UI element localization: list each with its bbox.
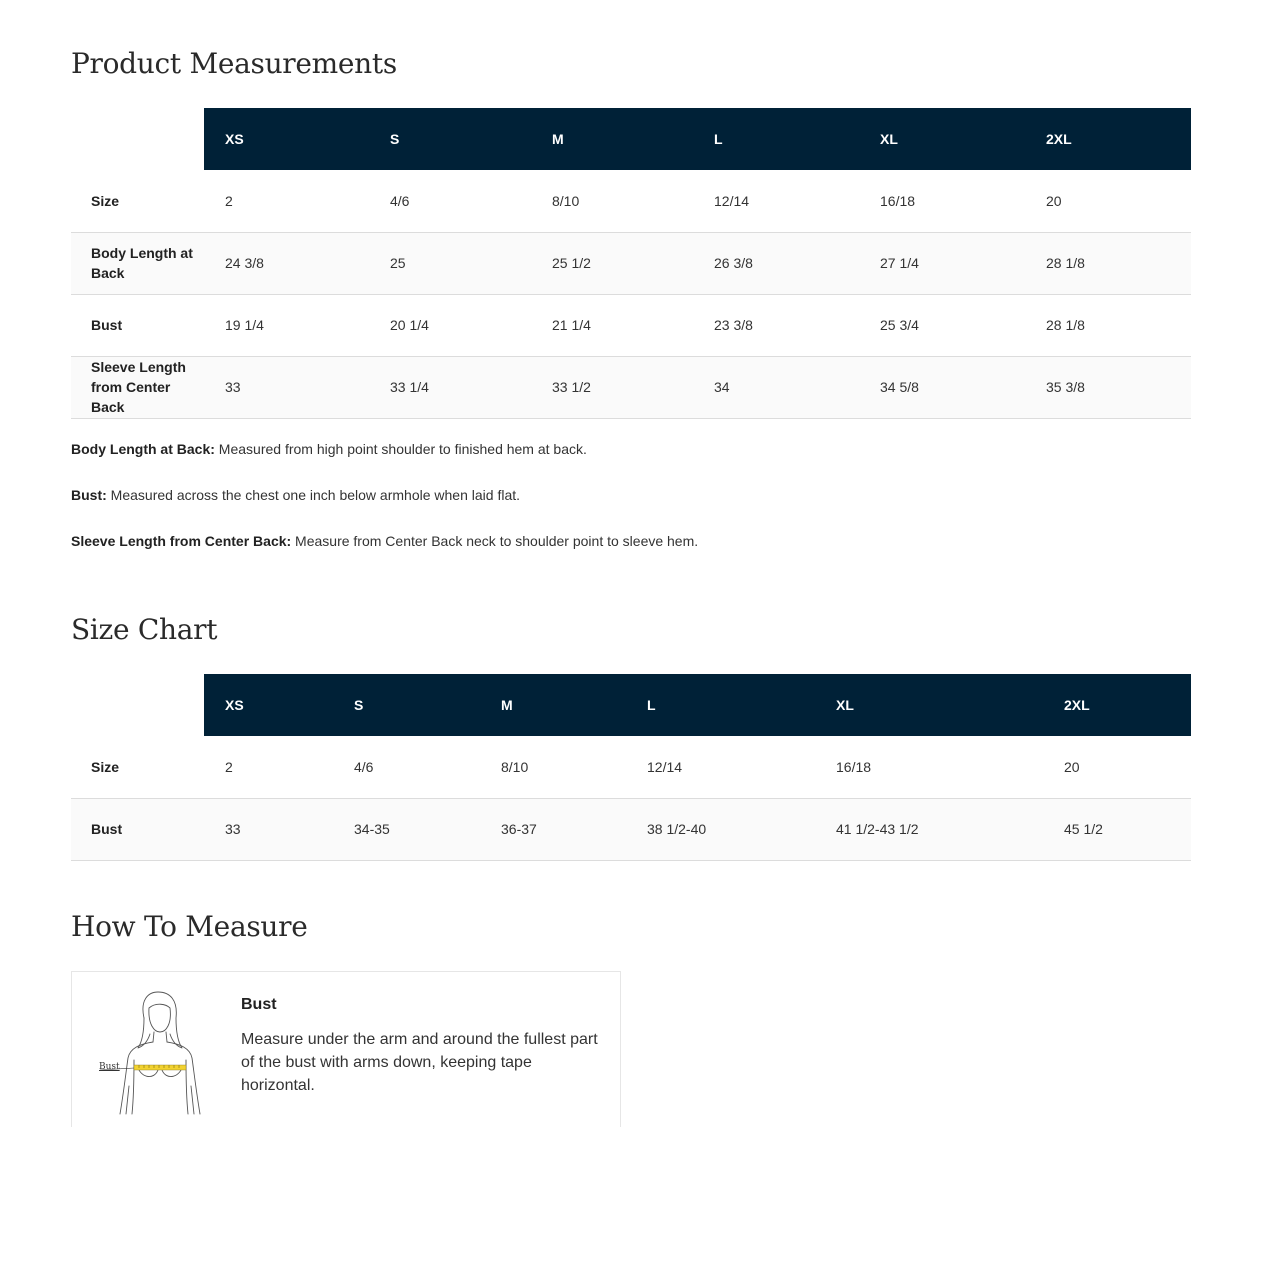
how-to-measure-heading: How To Measure xyxy=(71,910,308,943)
size-chart-heading: Size Chart xyxy=(71,613,218,646)
table-row xyxy=(71,170,1191,232)
column-header: XL xyxy=(859,108,1025,170)
table-cell: 34-35 xyxy=(333,798,480,860)
table-cell: 20 1/4 xyxy=(369,294,531,356)
table-cell: 4/6 xyxy=(369,170,531,232)
table-cell: 33 1/2 xyxy=(531,356,693,418)
row-label: Size xyxy=(71,736,204,798)
table-cell: 16/18 xyxy=(815,736,1043,798)
table-header-row xyxy=(71,108,1191,170)
figure-label: Bust xyxy=(99,1062,120,1072)
measurement-note xyxy=(71,441,587,457)
column-header: M xyxy=(531,108,693,170)
row-label: Sleeve Length from Center Back xyxy=(71,356,204,418)
table-cell: 20 xyxy=(1043,736,1191,798)
size-chart-table xyxy=(71,674,1191,861)
table-cell: 45 1/2 xyxy=(1043,798,1191,860)
table-row xyxy=(71,232,1191,294)
table-cell: 25 3/4 xyxy=(859,294,1025,356)
bust-figure-icon xyxy=(96,990,216,1116)
table-cell: 34 5/8 xyxy=(859,356,1025,418)
table-cell: 34 xyxy=(693,356,859,418)
table-cell: 33 xyxy=(204,798,333,860)
product-measurements-heading: Product Measurements xyxy=(71,47,397,80)
table-cell: 8/10 xyxy=(531,170,693,232)
table-cell: 25 xyxy=(369,232,531,294)
header-blank-cell xyxy=(71,674,204,736)
measurement-note xyxy=(71,533,698,549)
note-term: Bust: xyxy=(71,487,107,503)
note-text: Measured across the chest one inch below armhole when laid flat. xyxy=(106,487,521,503)
table-cell: 19 1/4 xyxy=(204,294,369,356)
table-cell: 4/6 xyxy=(333,736,480,798)
table-cell: 25 1/2 xyxy=(531,232,693,294)
table-cell: 38 1/2-40 xyxy=(626,798,815,860)
row-label: Bust xyxy=(71,294,204,356)
table-cell: 36-37 xyxy=(480,798,626,860)
column-header: 2XL xyxy=(1025,108,1191,170)
table-cell: 28 1/8 xyxy=(1025,232,1191,294)
table-cell: 28 1/8 xyxy=(1025,294,1191,356)
row-label: Bust xyxy=(71,798,204,860)
table-cell: 23 3/8 xyxy=(693,294,859,356)
table-cell: 21 1/4 xyxy=(531,294,693,356)
table-cell: 2 xyxy=(204,736,333,798)
table-row xyxy=(71,356,1191,418)
table-header-row xyxy=(71,674,1191,736)
table-cell: 41 1/2-43 1/2 xyxy=(815,798,1043,860)
column-header: S xyxy=(369,108,531,170)
table-cell: 33 xyxy=(204,356,369,418)
row-label: Size xyxy=(71,170,204,232)
table-cell: 24 3/8 xyxy=(204,232,369,294)
column-header: XL xyxy=(815,674,1043,736)
table-cell: 12/14 xyxy=(626,736,815,798)
header-blank-cell xyxy=(71,108,204,170)
table-cell: 12/14 xyxy=(693,170,859,232)
measure-card xyxy=(71,971,621,1127)
measure-card-text: Measure under the arm and around the fullest part of the bust with arms down, keeping tape horizontal. xyxy=(241,1031,598,1094)
measure-card-title: Bust xyxy=(241,996,277,1013)
table-row xyxy=(71,798,1191,860)
table-cell: 20 xyxy=(1025,170,1191,232)
note-term: Body Length at Back: xyxy=(71,441,215,457)
table-cell: 8/10 xyxy=(480,736,626,798)
column-header: XS xyxy=(204,108,369,170)
table-row xyxy=(71,294,1191,356)
column-header: S xyxy=(333,674,480,736)
column-header: L xyxy=(693,108,859,170)
table-cell: 16/18 xyxy=(859,170,1025,232)
column-header: 2XL xyxy=(1043,674,1191,736)
table-cell: 26 3/8 xyxy=(693,232,859,294)
column-header: XS xyxy=(204,674,333,736)
table-row xyxy=(71,736,1191,798)
note-text: Measured from high point shoulder to finished hem at back. xyxy=(214,441,587,457)
row-label: Body Length at Back xyxy=(71,232,204,294)
product-measurements-table xyxy=(71,108,1191,419)
column-header: M xyxy=(480,674,626,736)
table-cell: 2 xyxy=(204,170,369,232)
table-cell: 33 1/4 xyxy=(369,356,531,418)
table-cell: 35 3/8 xyxy=(1025,356,1191,418)
measurement-note xyxy=(71,487,520,503)
note-term: Sleeve Length from Center Back: xyxy=(71,533,292,549)
table-cell: 27 1/4 xyxy=(859,232,1025,294)
column-header: L xyxy=(626,674,815,736)
note-text: Measure from Center Back neck to shoulder point to sleeve hem. xyxy=(291,533,699,549)
